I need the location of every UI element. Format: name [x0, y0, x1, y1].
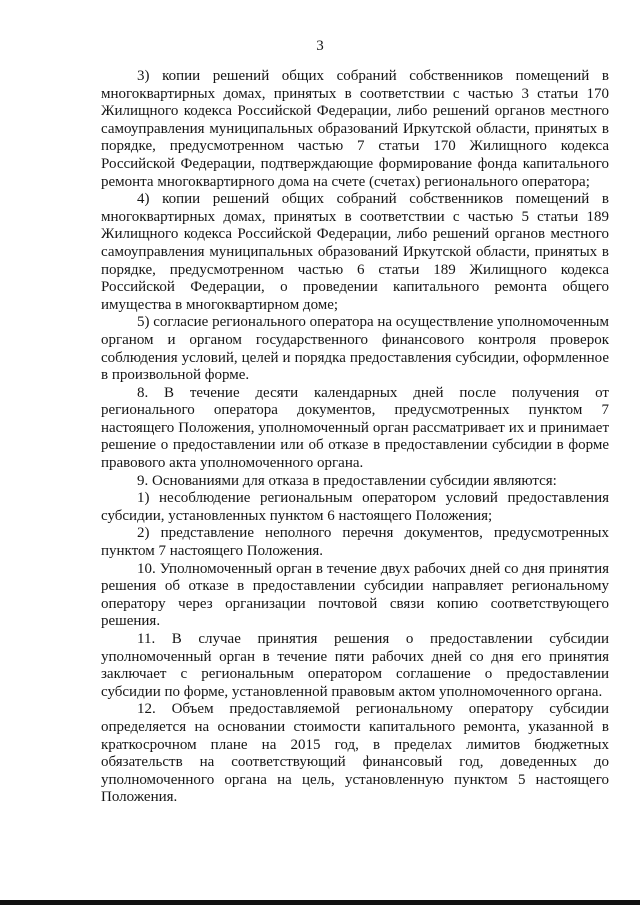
page-number: 3 [316, 38, 324, 54]
paragraph-item-8: 8. В течение десяти календарных дней после получения от регионального оператора документов, предусмотренных пунктом 7 настоящего Положения, уполномоченный орган рассматривает их и принимает решение о предоставлении или об отказе в предоставлении субсидии в форме правового акта уполномоченного органа. [101, 384, 609, 472]
paragraph-item-9-clause-1: 1) несоблюдение региональным оператором условий предоставления субсидии, установленных пунктом 6 настоящего Положения; [101, 490, 609, 524]
paragraph-item-9-clause-2: 2) представление неполного перечня документов, предусмотренных пунктом 7 настоящего Положения. [101, 525, 609, 560]
paragraph-clause-5: 5) согласие регионального оператора на осуществление уполномоченным органом и органом государственного финансового контроля проверок соблюдения условий, целей и порядка предоставления субсидии, оформленное в произвольной форме. [101, 314, 609, 384]
paragraph-clause-4: 4) копии решений общих собраний собственников помещений в многоквартирных домах, принятых в соответствии с частью 5 статьи 189 Жилищного кодекса Российской Федерации, либо решений органов местного самоуправления муниципальных образований Иркутской области, принятых в порядке, предусмотренном частью 6 статьи 189 Жилищного кодекса Российской Федерации, о проведении капитального ремонта общего имущества в многоквартирном доме; [101, 191, 609, 313]
page-bottom-edge [0, 900, 640, 905]
paragraph-item-11: 11. В случае принятия решения о предоставлении субсидии уполномоченный орган в течение пяти рабочих дней со дня его принятия заключает с региональным оператором соглашение о предоставлении субсидии по форме, установленной правовым актом уполномоченного органа. [101, 631, 609, 700]
document-body [101, 68, 609, 807]
paragraph-item-9: 9. Основаниями для отказа в предоставлении субсидии являются: [137, 472, 557, 489]
paragraph-item-12: 12. Объем предоставляемой региональному оператору субсидии определяется на основании стоимости капитального ремонта, указанной в краткосрочном плане на 2015 год, в пределах лимитов бюджетных обязательств на соответствующий финансовый год, доведенных до уполномоченного органа на цель, установленную пунктом 5 настоящего Положения. [101, 701, 609, 806]
paragraph-clause-3: 3) копии решений общих собраний собственников помещений в многоквартирных домах, принятых в соответствии с частью 3 статьи 170 Жилищного кодекса Российской Федерации, либо решений органов местного самоуправления муниципальных образований Иркутской области, принятых в порядке, предусмотренном частью 7 статьи 170 Жилищного кодекса Российской Федерации, подтверждающие формирование фонда капитального ремонта многоквартирного дома на счете (счетах) регионального оператора; [101, 68, 609, 190]
paragraph-item-10: 10. Уполномоченный орган в течение двух рабочих дней со дня принятия решения об отказе в предоставлении субсидии направляет региональному оператору через организации почтовой связи копию соответствующего решения. [101, 560, 609, 630]
